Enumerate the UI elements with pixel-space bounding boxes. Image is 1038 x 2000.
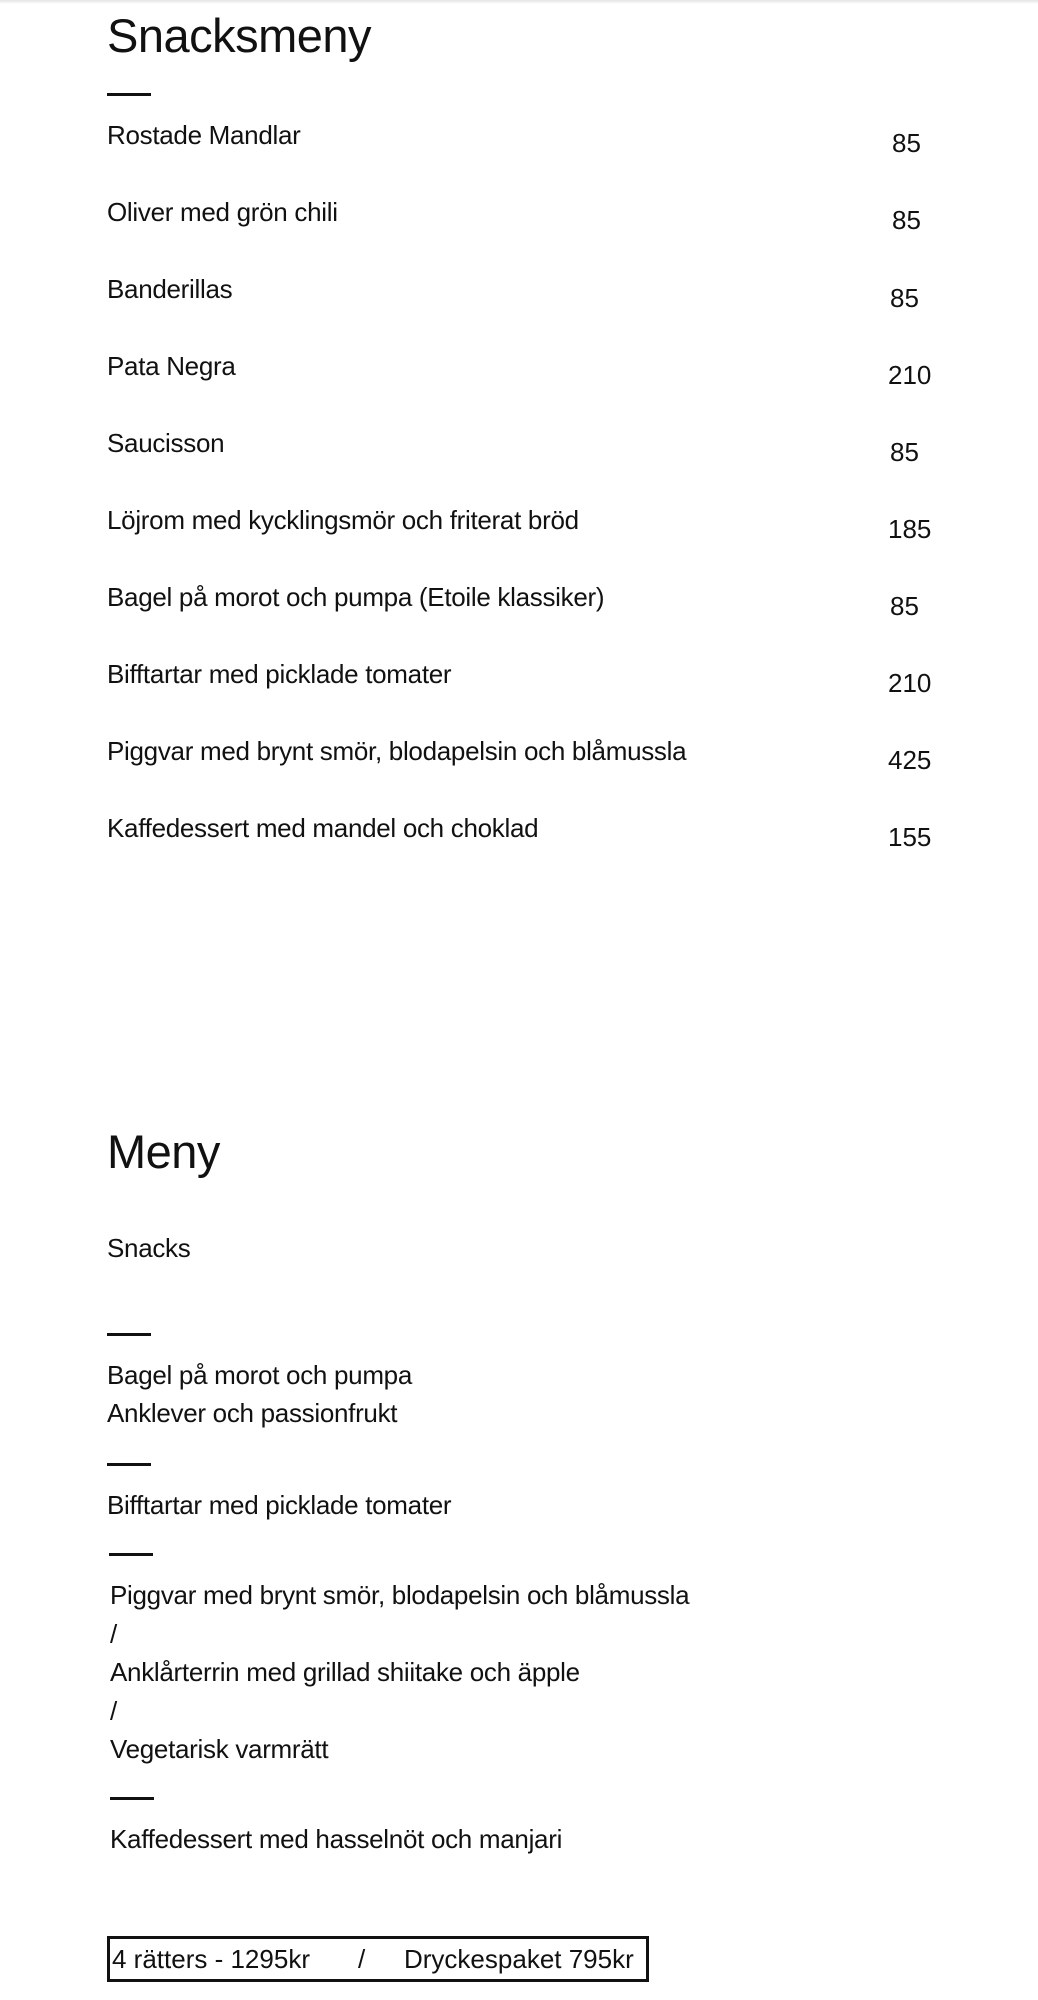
menu-title: Meny	[107, 1125, 220, 1178]
menu-item-name: Banderillas	[107, 274, 233, 304]
menu-item-name: Piggvar med brynt smör, blodapelsin och blåmussla	[107, 736, 687, 766]
course-3-separator: /	[110, 1619, 117, 1649]
course-3-option: Vegetarisk varmrätt	[110, 1734, 329, 1764]
menu-item-name: Pata Negra	[107, 351, 236, 381]
pricing-separator: /	[358, 1944, 366, 1974]
menu-item-price: 155	[888, 822, 932, 852]
course-3-separator: /	[110, 1696, 117, 1726]
courses-price: 4 rätters - 1295kr	[112, 1944, 310, 1974]
drinks-package-price: Dryckespaket 795kr	[404, 1944, 634, 1974]
page-top-edge	[0, 0, 1038, 4]
snacks-menu-title: Snacksmeny	[107, 9, 372, 62]
menu-item-name: Bifftartar med picklade tomater	[107, 659, 452, 689]
course-divider	[110, 1797, 154, 1800]
menu-item-name: Bagel på morot och pumpa (Etoile klassiker)	[107, 582, 605, 612]
course-3-option: Piggvar med brynt smör, blodapelsin och blåmussla	[110, 1580, 690, 1610]
menu-item-name: Löjrom med kycklingsmör och friterat bröd	[107, 505, 579, 535]
menu-item-price: 85	[892, 128, 921, 158]
menu-item-price: 85	[890, 437, 919, 467]
course-3-option: Anklårterrin med grillad shiitake och äpple	[110, 1657, 580, 1687]
menu-item-price: 185	[888, 514, 932, 544]
menu-item-price: 210	[888, 668, 932, 698]
course-1-dish: Bagel på morot och pumpa	[107, 1360, 412, 1390]
menu-pricing-box	[107, 1936, 649, 1982]
course-divider	[107, 1333, 151, 1336]
menu-item-name: Oliver med grön chili	[107, 197, 338, 227]
menu-item-price: 85	[890, 283, 919, 313]
title-divider	[107, 93, 151, 96]
course-divider	[107, 1463, 151, 1466]
menu-item-price: 85	[890, 591, 919, 621]
course-divider	[109, 1553, 153, 1556]
menu-item-price: 85	[892, 205, 921, 235]
course-2-dish: Bifftartar med picklade tomater	[107, 1490, 452, 1520]
menu-item-price: 425	[888, 745, 932, 775]
course-4-dish: Kaffedessert med hasselnöt och manjari	[110, 1824, 563, 1854]
snacks-label: Snacks	[107, 1233, 191, 1263]
menu-item-name: Saucisson	[107, 428, 225, 458]
menu-item-name: Kaffedessert med mandel och choklad	[107, 813, 539, 843]
menu-item-price: 210	[888, 360, 932, 390]
course-1-dish: Anklever och passionfrukt	[107, 1398, 398, 1428]
menu-item-name: Rostade Mandlar	[107, 120, 301, 150]
